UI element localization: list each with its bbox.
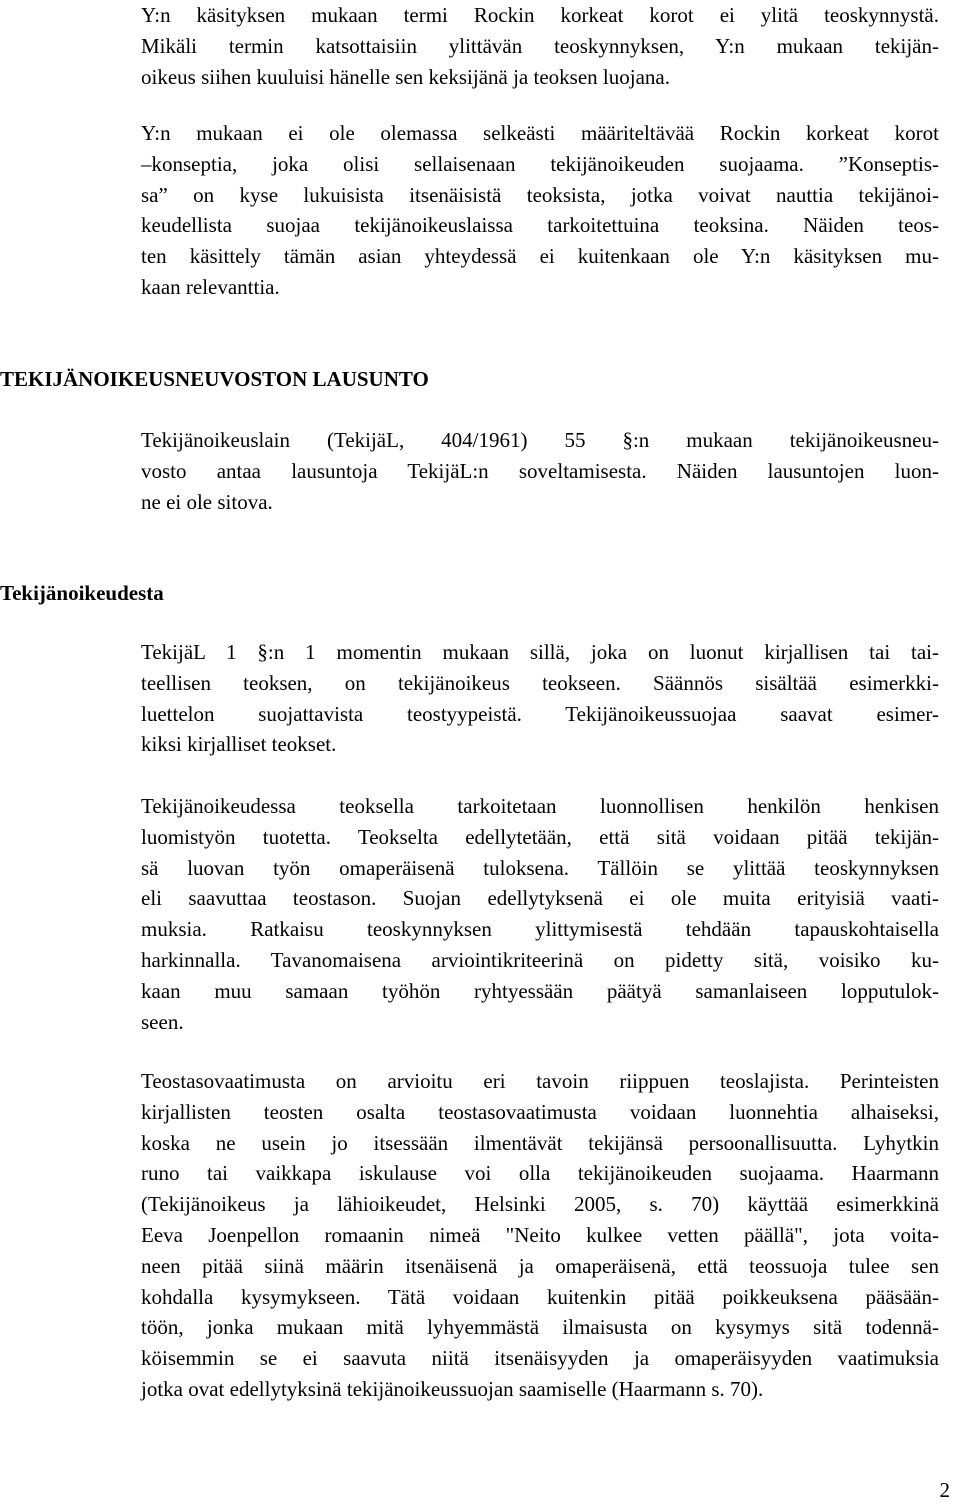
text-line: (Tekijänoikeus ja lähioikeudet, Helsinki 2005, s. 70) käyttää esimerkkinä [141,1192,939,1217]
section-heading-lausunto: TEKIJÄNOIKEUSNEUVOSTON LAUSUNTO [0,367,429,391]
text-line: TekijäL 1 §:n 1 momentin mukaan sillä, joka on luonut kirjallisen tai tai- [141,640,939,664]
text-line: töön, jonka mukaan mitä lyhyemmästä ilmaisusta on kysymys sitä todennä- [141,1315,939,1340]
text-line: Mikäli termin katsottaisiin ylittävän teoskynnyksen, Y:n mukaan tekijän- [141,33,939,58]
text-line: jotka ovat edellytyksinä tekijänoikeussuojan saamiselle (Haarmann s. 70). [141,1376,764,1401]
text-line: Tekijänoikeuslain (TekijäL, 404/1961) 55 §:n mukaan tekijänoikeusneu- [141,428,939,452]
text-line: ne ei ole sitova. [141,489,273,514]
paragraph-lausunto [141,425,939,517]
text-line: ten käsittely tämän asian yhteydessä ei kuitenkaan ole Y:n käsityksen mu- [141,244,939,269]
text-line: kaan muu samaan työhön ryhtyessään päätyä samanlaiseen lopputulok- [141,978,939,1003]
text-line: neen pitää siinä määrin itsenäisenä ja omaperäisenä, että teossuoja tulee sen [141,1253,939,1278]
text-line: köisemmin se ei saavuta niitä itsenäisyyden ja omaperäisyyden vaatimuksia [141,1346,939,1371]
text-line: teellisen teoksen, on tekijänoikeus teokseen. Säännös sisältää esimerkki- [141,670,939,695]
paragraph-3 [141,1066,939,1405]
paragraph-2 [141,791,939,1037]
paragraph-y-view [141,118,939,303]
text-line: luomistyön tuotetta. Teokselta edellytetään, että sitä voidaan pitää tekijän- [141,824,939,849]
intro-paragraph [141,0,939,92]
text-line: harkinnalla. Tavanomaisena arviointikriteerinä on pidetty sitä, voisiko ku- [141,947,939,972]
text-line: keudellista suojaa tekijänoikeuslaissa tarkoitettuina teoksina. Näiden teos- [141,213,939,238]
text-line: sa” on kyse lukuisista itsenäisistä teoksista, jotka voivat nauttia tekijänoi- [141,182,939,207]
text-line: runo tai vaikkapa iskulause voi olla tekijänoikeuden suojaama. Haarmann [141,1161,939,1186]
text-line: muksia. Ratkaisu teoskynnyksen ylittymisestä tehdään tapauskohtaisella [141,917,939,942]
text-line: koska ne usein jo itsessään ilmentävät tekijänsä persoonallisuutta. Lyhytkin [141,1130,939,1155]
text-line: Teostasovaatimusta on arvioitu eri tavoin riippuen teoslajista. Perinteisten [141,1069,939,1093]
text-line: eli saavuttaa teostason. Suojan edellytyksenä ei ole muita erityisiä vaati- [141,886,939,911]
text-line: Y:n mukaan ei ole olemassa selkeästi määriteltävää Rockin korkeat korot [141,121,939,145]
text-line: –konseptia, joka olisi sellaisenaan tekijänoikeuden suojaama. ”Konseptis- [141,151,939,176]
text-line: kiksi kirjalliset teokset. [141,732,337,757]
text-line: Tekijänoikeudessa teoksella tarkoitetaan luonnollisen henkilön henkisen [141,794,939,818]
text-line: sä luovan työn omaperäisenä tuloksena. Tällöin se ylittää teoskynnyksen [141,855,939,880]
text-line: seen. [141,1009,184,1034]
text-line: luettelon suojattavista teostyypeistä. Tekijänoikeussuojaa saavat esimer- [141,701,939,726]
text-line: kaan relevanttia. [141,274,280,299]
paragraph-1 [141,637,939,760]
text-line: oikeus siihen kuuluisi hänelle sen keksijänä ja teoksen luojana. [141,64,670,89]
page-number: 2 [939,1478,950,1502]
section-heading-tekijanoikeudesta: Tekijänoikeudesta [0,581,164,605]
text-line: Y:n käsityksen mukaan termi Rockin korkeat korot ei ylitä teoskynnystä. [141,3,939,27]
text-line: Eeva Joenpellon romaanin nimeä "Neito kulkee vetten päällä", jota voita- [141,1222,939,1247]
text-line: kirjallisten teosten osalta teostasovaatimusta voidaan luonnehtia alhaiseksi, [141,1099,939,1124]
text-line: kohdalla kysymykseen. Tätä voidaan kuitenkin pitää poikkeuksena pääsään- [141,1284,939,1309]
text-line: vosto antaa lausuntoja TekijäL:n soveltamisesta. Näiden lausuntojen luon- [141,458,939,483]
